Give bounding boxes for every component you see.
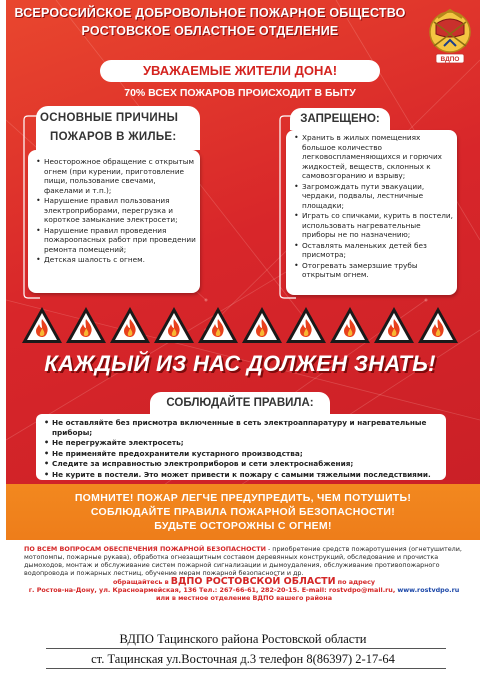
causes-title-line1: ОСНОВНЫЕ ПРИЧИНЫ xyxy=(40,112,179,124)
rules-list xyxy=(44,418,446,480)
address-line xyxy=(24,586,464,594)
list-item: • Не применяйте предохранители кустарного производства; xyxy=(44,449,446,459)
divider xyxy=(46,648,446,649)
slogan-line3: БУДЬТЕ ОСТОРОЖНЫ С ОГНЕМ! xyxy=(154,520,332,532)
fire-warning-icon xyxy=(284,305,328,345)
services-description: - приобретение средств пожаротушения (огнетушители, мотопомпы, пожарные рукава), обработка огнезащитным составом деревянных конструкций, обследование и прочистка дымоходов, монтаж и обслуживание систем пожарной сигнализации и дымоудаления, обслуживание противопожарного водопровода и пожарных лестниц, обучение мерам пожарной безопасности и др. xyxy=(24,545,462,577)
causes-title-line2: ПОЖАРОВ В ЖИЛЬЕ: xyxy=(50,131,177,143)
org-branch: РОСТОВСКОЕ ОБЛАСТНОЕ ОТДЕЛЕНИЕ xyxy=(81,24,339,38)
list-item: • Не оставляйте без присмотра включенные в сеть электроаппаратуру и нагревательные приборы; xyxy=(44,418,446,437)
local-branch xyxy=(6,630,480,674)
fire-warning-icon xyxy=(20,305,64,345)
subtitle: 70% ВСЕХ ПОЖАРОВ ПРОИСХОДИТ В БЫТУ xyxy=(124,87,356,99)
fire-warning-icon xyxy=(328,305,372,345)
fire-signs-row xyxy=(20,305,460,345)
list-item: • Оставлять маленьких детей без присмотра; xyxy=(294,241,454,260)
services-lead: ПО ВСЕМ ВОПРОСАМ ОБЕСПЕЧЕНИЯ ПОЖАРНОЙ БЕЗОПАСНОСТИ xyxy=(24,545,266,553)
logo-label: ВДПО xyxy=(440,56,460,63)
divider xyxy=(46,668,446,669)
slogan-band xyxy=(6,484,480,540)
services-info xyxy=(24,545,464,602)
rules-title: СОБЛЮДАЙТЕ ПРАВИЛА: xyxy=(150,392,330,414)
local-note: или в местное отделение ВДПО вашего района xyxy=(155,594,333,602)
local-branch-address: ст. Тацинская ул.Восточная д.3 телефон 8(86397) 2-17-64 xyxy=(91,652,395,666)
contact-org: ВДПО РОСТОВСКОЙ ОБЛАСТИ xyxy=(170,576,336,587)
fire-warning-icon xyxy=(372,305,416,345)
list-item: • Неосторожное обращение с открытым огнем (при курении, приготовление пищи, пользование свечами, факелами и т.п.); xyxy=(36,157,196,195)
list-item: • Загромождать пути эвакуации, чердаки, подвалы, лестничные площадки; xyxy=(294,182,454,211)
vdpo-emblem-icon xyxy=(424,2,476,74)
list-item: • Играть со спичками, курить в постели, использовать нагревательные приборы не по назначению; xyxy=(294,211,454,240)
fire-warning-icon xyxy=(152,305,196,345)
list-item: • Не курите в постели. Это может привести к пожару с самыми тяжелыми последствиями. xyxy=(44,470,446,480)
list-item: • Не перегружайте электросеть; xyxy=(44,438,446,448)
list-item: • Хранить в жилых помещениях большое количество легковоспламеняющихся и горючих жидкостей, веществ, склонных к самовозгоранию и взрыву; xyxy=(294,133,454,181)
org-name: ВСЕРОССИЙСКОЕ ДОБРОВОЛЬНОЕ ПОЖАРНОЕ ОБЩЕСТВО xyxy=(14,6,406,20)
website-link[interactable]: www.rostvdpo.ru xyxy=(397,586,460,594)
contact-pre: обращайтесь в xyxy=(112,578,169,586)
list-item: • Детская шалость с огнем. xyxy=(36,255,196,265)
fire-warning-icon xyxy=(240,305,284,345)
fire-warning-icon xyxy=(196,305,240,345)
services-text xyxy=(24,545,464,577)
list-item: • Нарушение правил проведения пожароопасных работ при проведении ремонта помещений; xyxy=(36,226,196,255)
must-know-title: КАЖДЫЙ ИЗ НАС ДОЛЖЕН ЗНАТЬ! xyxy=(44,351,436,376)
list-item: • Следите за исправностью электроприборов и сети электроснабжения; xyxy=(44,459,446,469)
causes-title xyxy=(36,106,200,150)
causes-list xyxy=(36,157,196,266)
address-text: г. Ростов-на-Дону, ул. Красноармейская, 136 Тел.: 267-66-61, 282-20-15. E-mail: rostvdpo@mail.ru, xyxy=(28,586,396,594)
slogan-line2: СОБЛЮДАЙТЕ ПРАВИЛА ПОЖАРНОЙ БЕЗОПАСНОСТИ! xyxy=(90,506,396,518)
fire-warning-icon xyxy=(416,305,460,345)
forbidden-list xyxy=(294,133,454,281)
forbidden-title: ЗАПРЕЩЕНО: xyxy=(290,108,390,130)
list-item: • Нарушение правил пользования электроприборами, перегрузка и короткое замыкание электросети; xyxy=(36,196,196,225)
contact-line xyxy=(24,578,464,586)
local-branch-name: ВДПО Тацинского района Ростовской области xyxy=(119,632,367,646)
list-item: • Отогревать замерзшие трубы открытым огнем. xyxy=(294,261,454,280)
banner: УВАЖАЕМЫЕ ЖИТЕЛИ ДОНА! xyxy=(100,60,380,82)
slogan-line1: ПОМНИТЕ! ПОЖАР ЛЕГЧЕ ПРЕДУПРЕДИТЬ, ЧЕМ ПОТУШИТЬ! xyxy=(74,492,412,504)
fire-warning-icon xyxy=(108,305,152,345)
contact-post: по адресу xyxy=(337,578,376,586)
fire-warning-icon xyxy=(64,305,108,345)
